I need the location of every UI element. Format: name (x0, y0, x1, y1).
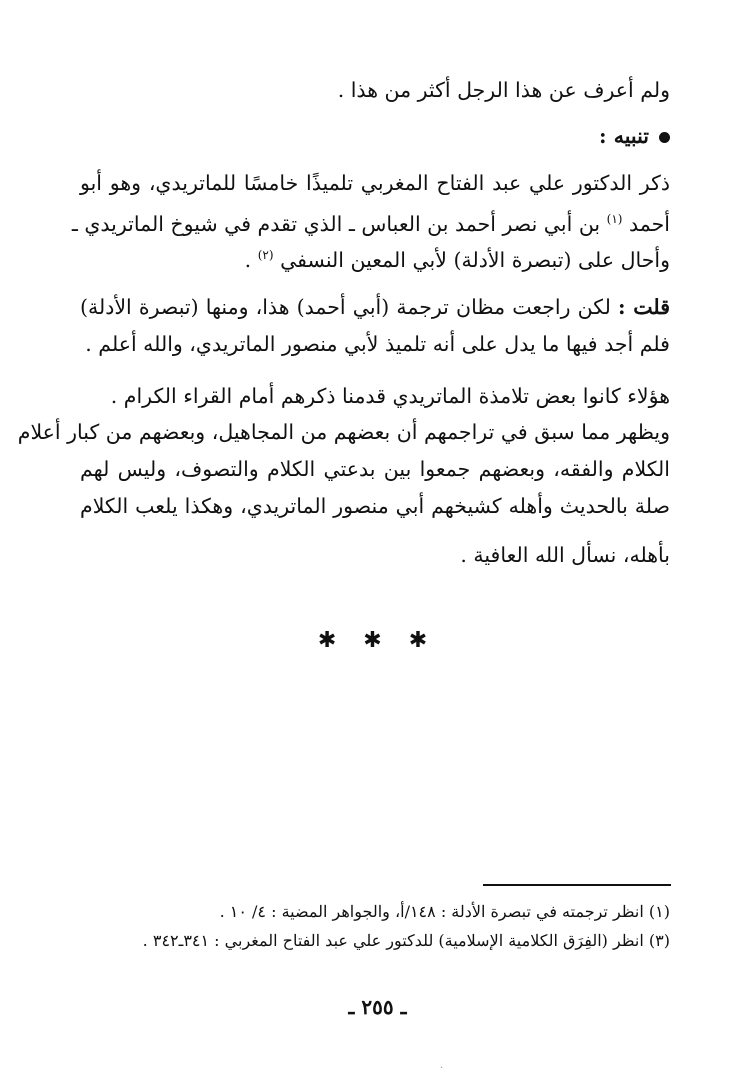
para2-line2: فلم أجد فيها ما يدل على أنه تلميذ لأبي منصور الماتريدي، والله أعلم . (85, 332, 670, 356)
notice-heading-text: تنبيه : (599, 124, 649, 148)
notice-heading (599, 120, 670, 152)
para1-line3-end: . (244, 247, 252, 272)
para1-line2-end: بن أبي نصر أحمد بن العباس ـ الذي تقدم في شيوخ الماتريدي ـ (71, 211, 601, 236)
para2-line1-rest: لكن راجعت مظان ترجمة (أبي أحمد) هذا، ومنها (تبصرة الأدلة) (80, 295, 611, 319)
bullet-dot-icon (659, 132, 670, 143)
para3-line4: صلة بالحديث وأهله كشيخهم أبي منصور الماتريدي، وهكذا يلعب الكلام (80, 494, 670, 518)
footnote-ref-2: (٢) (257, 248, 274, 262)
footnote-2: (٣) انظر (الفِرَق الكلامية الإسلامية) للدكتور علي عبد الفتاح المغربي : ٣٤١ـ٣٤٢ . (142, 931, 670, 950)
scan-speck: · (440, 1063, 444, 1074)
para1-line2 (71, 203, 670, 240)
para1-line1: ذكر الدكتور علي عبد الفتاح المغربي تلميذًا خامسًا للماتريدي، وهو أبو (80, 171, 670, 195)
para3-line1: هؤلاء كانوا بعض تلامذة الماتريدي قدمنا ذكرهم أمام القراء الكرام . (110, 384, 670, 408)
para1-line3-start: وأحال على (تبصرة الأدلة) لأبي المعين النسفي (280, 247, 670, 272)
para1-line3 (245, 239, 670, 276)
para3-line2: ويظهر مما سبق في تراجمهم أن بعضهم من المجاهيل، وبعضهم من كبار أعلام (17, 420, 670, 444)
qultu-label: قلت : (617, 295, 671, 319)
footnote-1: (١) انظر ترجمته في تبصرة الأدلة : ١٤٨/أ، والجواهر المضية : ٤/ ١٠ . (219, 902, 670, 921)
page-number: ـ ٢٥٥ ـ (348, 995, 407, 1019)
intro-line: ولم أعرف عن هذا الرجل أكثر من هذا . (337, 78, 670, 102)
para3-line3: الكلام والفقه، وبعضهم جمعوا بين بدعتي الكلام والتصوف، وليس لهم (80, 457, 670, 481)
para3-line5: بأهله، نسأل الله العافية . (460, 543, 670, 567)
para2-line1 (80, 291, 670, 323)
footnote-ref-1: (١) (606, 212, 623, 226)
footnote-rule (483, 884, 671, 886)
section-separator: ✱ ✱ ✱ (317, 628, 438, 653)
para1-line2-start: أحمد (629, 211, 670, 236)
